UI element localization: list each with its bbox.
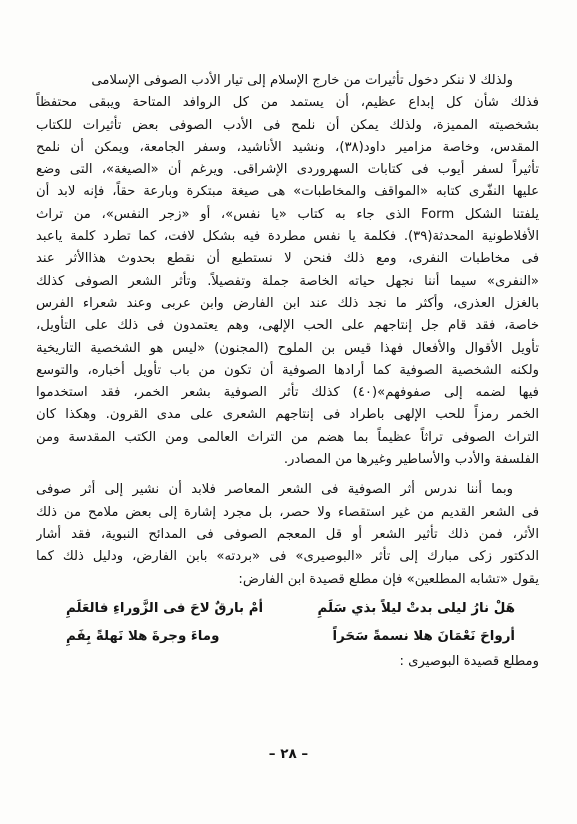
text-line: خاصة، فقد قام جل إنتاجهم على الحب الإلهى، وهم يعتمدون فى ذلك على التأويل، [36, 318, 539, 334]
text-line: الخمر رمزاً للحب الإلهى باطراد فى إنتاجهم الشعرى على مدى القرون. وهكذا كان [36, 407, 539, 423]
verse-row [36, 623, 539, 651]
text-line: «النفرى» سيما أننا نجهل حياته الخاصة جملة وتفصيلاً. وتأثر الشعر الصوفى كذلك [36, 273, 539, 289]
text-line: فى مخاطبات النفرى، ومع ذلك فنحن لا نستطيع أن نقطع بحدوث هذاالأثر عند [36, 251, 539, 267]
body-text [36, 70, 539, 673]
page-number: – ٢٨ – [268, 746, 309, 762]
verse-first-hemistich: أرواحَ نَعْمَانَ هلا نسمةً سَحَراً [332, 628, 515, 644]
text-line: فى الشعر القديم من غير استقصاء ولا حصر، بل مجرد إشارة إلى بعض ملامح من ذلك [36, 504, 539, 520]
text-line: فيها لضمه إلى صفوفهم»(٤٠) كذلك تأثر الصوفية بشعر الخمر، فقد استخدموا [36, 385, 539, 401]
text-line: وبما أننا ندرس أثر الصوفية فى الشعر المعاصر فلابد أن نشير إلى أثر صوفى [36, 482, 513, 498]
verse-second-hemistich: أمْ بارقٌ لاحَ فى الزَّوراءِ فالعَلَمِ [66, 600, 264, 616]
verse-second-hemistich: وماءَ وجرةَ هلا نَهلةً بِفَمِ [66, 628, 220, 644]
text-line: يقول «تشابه المطلعين» فإن مطلع قصيدة ابن الفارض: [238, 571, 539, 587]
verse-first-hemistich: هَلْ نارُ ليلى بدتْ ليلاً بذي سَلَمِ [317, 600, 515, 616]
text-line: تأويل الأقوال والأفعال فهذا قيس بن الملوح (المجنون) «ليس هو الشخصية التاريخية [36, 340, 539, 356]
paragraph-gap [36, 471, 539, 479]
text-line: عليها النفّرى كتابه «المواقف والمخاطبات» هى صيغة مبتكرة وبارعة حقاً، فإنه لابد أن [36, 184, 539, 200]
text-line: المقدس، وخاصة مزامير داود(٣٨)، ونشيد الأناشيد، وسفر الجامعة، ويمكن أن نلمح [36, 139, 539, 155]
text-line: بشخصيته المميزة، ولذلك يمكن أن نلمح فى الأدب الصوفى بعض تأثيرات للكتاب [36, 117, 539, 133]
text-line: ولذلك لا ننكر دخول تأثيرات من خارج الإسلام إلى تيار الأدب الصوفى الإسلامى [91, 73, 513, 88]
text-line: بالغزل العذرى، وأكثر ما نجد ذلك عند ابن الفارض وابن عربى وعند شعراء الفرس [36, 295, 539, 311]
text-line: الدكتور زكى مبارك إلى تأثر «البوصيرى» فى «بردته» بابن الفارض، ودليل ذلك كما [36, 549, 539, 565]
text-line: يلفتنا الشكل Form الذى جاء به كتاب «يا نفس»، أو «زجر النفس»، من تراث [36, 206, 539, 222]
text-line: الأفلاطونية المحدثة(٣٩). فكلمة يا نفس مطردة فيه بشكل لافت، كما تطرد كلمة ياعبد [36, 229, 539, 245]
text-line: ولكنه الشخصية الصوفية كما أرادها الصوفية أن تكون من باب تأويل أخباره، والتوسع [36, 362, 539, 378]
closing-line: ومطلع قصيدة البوصيرى : [399, 653, 539, 669]
verse-row [36, 595, 539, 623]
poem-verses [36, 595, 539, 651]
text-line: الأثر، فمن ذلك تأثير الشعر أو قل المعجم الصوفى فى المدائح النبوية، فقد أشار [36, 526, 539, 542]
text-line: الفلسفة والأدب والأساطير وغيرها من المصادر. [283, 452, 539, 468]
text-line: فذلك شأن كل إبداع عظيم، أن يستمد من كل الروافد المتاحة ويبقى محتفظاً [36, 95, 539, 111]
text-line: التراث الصوفى تراثاً عظيماً بما هضم من التراث العالمى ومن الكتب المقدسة ومن [36, 429, 539, 445]
text-line: تأثيراً لسفر أيوب فى كتابات السهروردى الإشراقى. ويرغم أن «الصيغة»، التى وضع [36, 162, 539, 178]
